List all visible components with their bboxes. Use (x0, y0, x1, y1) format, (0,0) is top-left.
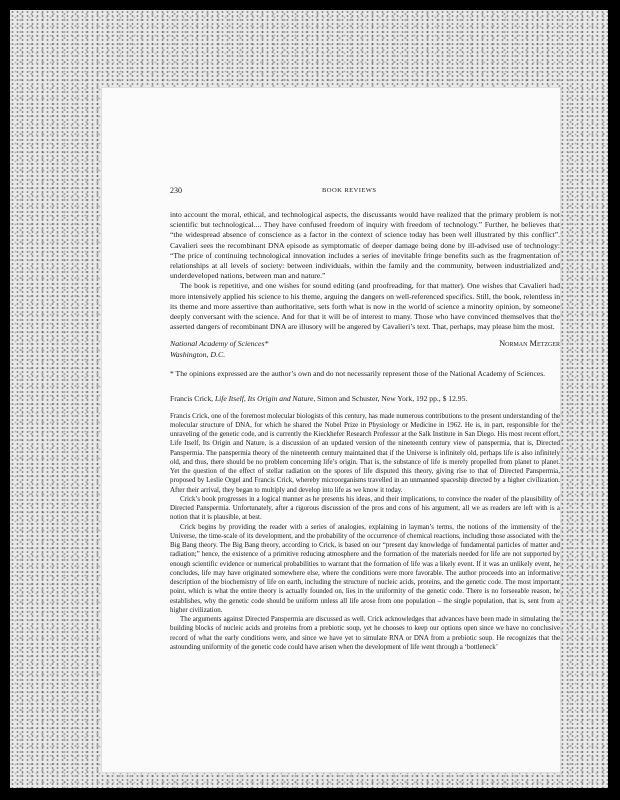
running-head-title: BOOK REVIEWS (322, 187, 377, 194)
page-number: 230 (170, 186, 182, 195)
affiliation-city: Washington, D.C. (170, 349, 226, 359)
review-paragraph: into account the moral, ethical, and technological aspects, the discussants would have realized that the primary problem is not scientific but technological.... They have confused freedom of inquiry with freedom of technology.” Further, he believes that “the widespread absence of conscience as a factor in the context of science today has been well illustrated by this conflict”. Cavalieri sees the recombinant DNA episode as symptomatic of deeper damage being done by ill-advised use of technology: “The price of continuing technological innovation includes a series of inevitable fringe benefits such as the fragmentation of relationships at all levels of society: between individuals, within the family and the community, between industrialized and underdeveloped nations, between man and nature.” (170, 210, 560, 281)
review-paragraph: The book is repetitive, and one wishes for sound editing (and proofreading, for that matter). One wishes that Cavalieri had more intensively applied his science to his theme, arguing the dangers on well-referenced specifics. Still, the book, relentless in its theme and more assertive than authoritative, sets forth what is now in the world of science a minority opinion, by someone deeply conversant with the science. And for that it will be of interest to many. Those who have convinced themselves that the asserted dangers of recombinant DNA are illusory will be angered by Cavalieri’s text. That, perhaps, may please him the most. (170, 281, 560, 332)
citation-title: Life Itself, Its Origin and Nature (214, 393, 314, 403)
review-paragraph: Crick begins by providing the reader with a series of analogies, explaining in layman’s terms, the notions of the immensity of the Universe, the time-scale of its development, and the probability of the occurrence of chemical reactions, including those associated with the Big Bang theory. The Big Bang theory, according to Crick, is based on our “present day knowledge of fundamental particles of matter and radiation;” hence, the existence of a primitive reducing atmosphere and the formation of the materials needed for life are not supported by enough scientific evidence or numerical probabilities to warrant that the formation of life was a likely event. If it was an unlikely event, he concludes, life may have originated somewhere else, where the conditions were more favorable. The author proceeds into an informative description of the biochemistry of life on earth, including the structure of nucleic acids, proteins, and the genetic code. The most important point, which is what the entire theory is actually founded on, lies in the uniformity of the genetic code. There is no forseeable reason, he establishes, why the genetic code should be uniform unless all life arose from one population – the single population, that is, sent from a higher civilization. (170, 522, 560, 614)
citation-author: Francis Crick, (170, 393, 214, 403)
citation-publisher: , Simon and Schuster, New York, 192 pp., $ 12.95. (313, 393, 468, 403)
review-paragraph: Crick’s book progresses in a logical manner as he presents his ideas, and their implications, to convince the reader of the plausibility of Directed Panspermia. Unfortunately, after a rigorous discussion of the pros and cons of his argument, all we as readers are left with is a notion that it is plausible, at best. (170, 494, 560, 522)
review-metzger (170, 210, 560, 380)
reviewer-name: Norman Metzger (499, 339, 560, 349)
affiliation-institution: National Academy of Sciences* (170, 339, 269, 349)
running-header (170, 186, 560, 202)
reviewer-affiliation (170, 339, 268, 360)
review-crick-book (170, 394, 560, 653)
footnote: * The opinions expressed are the author’s own and do not necessarily represent those of the National Academy of Sciences. (170, 369, 546, 379)
review-paragraph: The arguments against Directed Panspermia are discussed as well. Crick acknowledges that advances have been made in simulating the building blocks of nucleic acids and proteins from a prebiotic soup, yet he chooses to keep our options open since we have no conclusive record of what the early conditions were, and since we have yet to simulate RNA or DNA from a prebiotic soup. He recognizes that the astounding uniformity of the genetic code could have arisen when the development of life went through a ‘bottleneck’ (170, 615, 560, 651)
page-content (170, 186, 560, 652)
review-paragraph: Francis Crick, one of the foremost molecular biologists of this century, has made numerous contributions to the present understanding of the molecular structure of DNA, for which he shared the Nobel Prize in Physiology or Medicine in 1962. He is, in part, responsible for the unraveling of the genetic code, and is currently the Kieckhefer Research Professor at the Salk Institute in San Diego. His most recent effort, Life Itself, Its Origin and Nature, is a discussion of an updated version of the nineteenth century view of panspermia, that is, Directed Panspermia. The panspermia theory of the nineteenth century maintained that if the Universe is infinitely old, perhaps life is also infinitely old, and thus, there should be no problem concerning life’s origin. That is, the substance of life is merely propelled from planet to planet. Yet the question of the effect of stellar radiation on the spores of life disputed this theory, giving rise to that of Directed Panspermia, proposed by Leslie Orgel and Francis Crick, whereby microorganisms travelled in an unmanned spaceship directed by a higher civilization. After their arrival, they began to multiply and develop into life as we know it today. (170, 411, 560, 494)
book-citation (170, 394, 560, 403)
document-page (102, 88, 560, 772)
scanned-sheet (10, 10, 608, 788)
reviewer-signature (170, 339, 560, 363)
